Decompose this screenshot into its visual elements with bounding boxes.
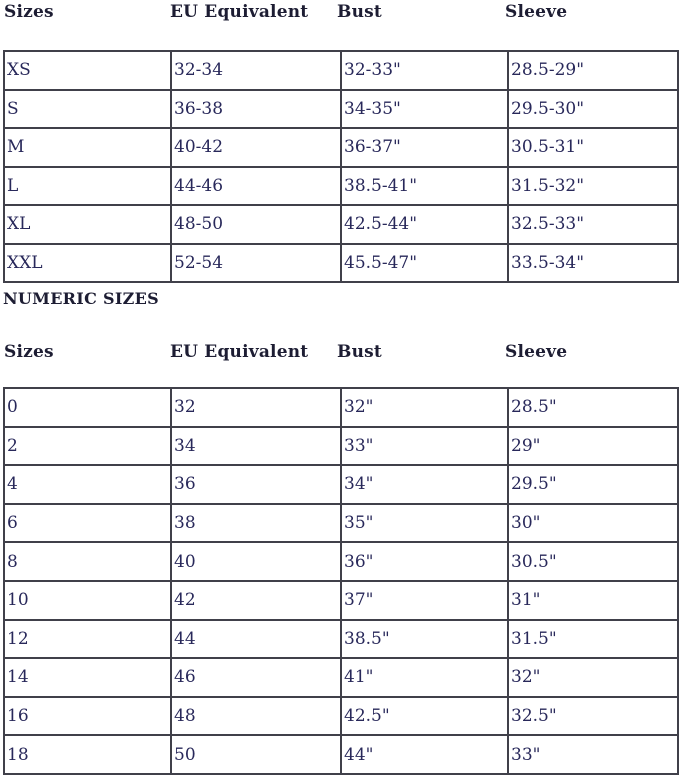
table-cell: 10 xyxy=(4,581,171,620)
table-cell: 48-50 xyxy=(171,205,341,244)
column-header-sleeve: Sleeve xyxy=(505,2,568,22)
table-cell: L xyxy=(4,167,171,206)
table-cell: 35" xyxy=(341,504,508,543)
table-cell: 46 xyxy=(171,658,341,697)
table-cell: 30.5-31" xyxy=(508,128,678,167)
table-cell: 32-33" xyxy=(341,51,508,90)
table-cell: 34-35" xyxy=(341,90,508,129)
column-header-bust: Bust xyxy=(337,342,382,362)
table-cell: 42.5" xyxy=(341,697,508,736)
table-row xyxy=(4,128,678,167)
table-cell: 32" xyxy=(341,388,508,427)
table-cell: 36-37" xyxy=(341,128,508,167)
table-cell: 34" xyxy=(341,465,508,504)
table-cell: 28.5-29" xyxy=(508,51,678,90)
table-cell: 14 xyxy=(4,658,171,697)
table-cell: 40-42 xyxy=(171,128,341,167)
table-cell: 42.5-44" xyxy=(341,205,508,244)
table-row xyxy=(4,51,678,90)
column-header-sizes: Sizes xyxy=(4,342,54,362)
letter-size-table-body xyxy=(4,51,678,282)
table-row xyxy=(4,697,678,736)
table-row xyxy=(4,504,678,543)
table-row xyxy=(4,244,678,283)
table-cell: 16 xyxy=(4,697,171,736)
table-cell: 38.5-41" xyxy=(341,167,508,206)
table-row xyxy=(4,167,678,206)
table-cell: 31.5" xyxy=(508,620,678,659)
table-cell: 18 xyxy=(4,735,171,774)
table-row xyxy=(4,620,678,659)
table-row xyxy=(4,465,678,504)
table-cell: S xyxy=(4,90,171,129)
table-cell: 45.5-47" xyxy=(341,244,508,283)
numeric-table-column-headers xyxy=(4,342,676,362)
table-cell: 33.5-34" xyxy=(508,244,678,283)
table-cell: 6 xyxy=(4,504,171,543)
table-cell: 40 xyxy=(171,542,341,581)
table-cell: 50 xyxy=(171,735,341,774)
table-cell: 8 xyxy=(4,542,171,581)
table-cell: 42 xyxy=(171,581,341,620)
table-cell: 29.5" xyxy=(508,465,678,504)
numeric-size-table-body xyxy=(4,388,678,774)
table-cell: 41" xyxy=(341,658,508,697)
table-row xyxy=(4,581,678,620)
table-cell: 32 xyxy=(171,388,341,427)
table-cell: 0 xyxy=(4,388,171,427)
table-cell: 44-46 xyxy=(171,167,341,206)
numeric-size-table xyxy=(3,387,679,775)
table-cell: XL xyxy=(4,205,171,244)
column-header-bust: Bust xyxy=(337,2,382,22)
table-cell: 44 xyxy=(171,620,341,659)
table-cell: 32.5" xyxy=(508,697,678,736)
table-cell: 32-34 xyxy=(171,51,341,90)
table-cell: 52-54 xyxy=(171,244,341,283)
table-cell: M xyxy=(4,128,171,167)
table-cell: 12 xyxy=(4,620,171,659)
letter-size-table xyxy=(3,50,679,283)
table-cell: 33" xyxy=(341,427,508,466)
table-cell: 48 xyxy=(171,697,341,736)
table-row xyxy=(4,388,678,427)
table-row xyxy=(4,90,678,129)
table-cell: XXL xyxy=(4,244,171,283)
table-cell: 29.5-30" xyxy=(508,90,678,129)
table-row xyxy=(4,735,678,774)
table-cell: 29" xyxy=(508,427,678,466)
table-cell: 28.5" xyxy=(508,388,678,427)
column-header-eu-equivalent: EU Equivalent xyxy=(170,342,309,362)
table-cell: 31" xyxy=(508,581,678,620)
table-cell: 30" xyxy=(508,504,678,543)
table-cell: 34 xyxy=(171,427,341,466)
table-cell: 36" xyxy=(341,542,508,581)
table-cell: 2 xyxy=(4,427,171,466)
table-cell: 38.5" xyxy=(341,620,508,659)
table-cell: 31.5-32" xyxy=(508,167,678,206)
table-cell: 36-38 xyxy=(171,90,341,129)
table-cell: 30.5" xyxy=(508,542,678,581)
column-header-sleeve: Sleeve xyxy=(505,342,568,362)
table-cell: 32" xyxy=(508,658,678,697)
column-header-sizes: Sizes xyxy=(4,2,54,22)
table-cell: 36 xyxy=(171,465,341,504)
table-cell: 32.5-33" xyxy=(508,205,678,244)
table-cell: XS xyxy=(4,51,171,90)
table-cell: 4 xyxy=(4,465,171,504)
table-row xyxy=(4,542,678,581)
table-cell: 37" xyxy=(341,581,508,620)
letter-table-column-headers xyxy=(4,2,676,22)
column-header-eu-equivalent: EU Equivalent xyxy=(170,2,309,22)
table-row xyxy=(4,427,678,466)
table-row xyxy=(4,658,678,697)
numeric-sizes-heading: NUMERIC SIZES xyxy=(3,289,159,308)
table-cell: 38 xyxy=(171,504,341,543)
table-cell: 33" xyxy=(508,735,678,774)
table-cell: 44" xyxy=(341,735,508,774)
table-row xyxy=(4,205,678,244)
